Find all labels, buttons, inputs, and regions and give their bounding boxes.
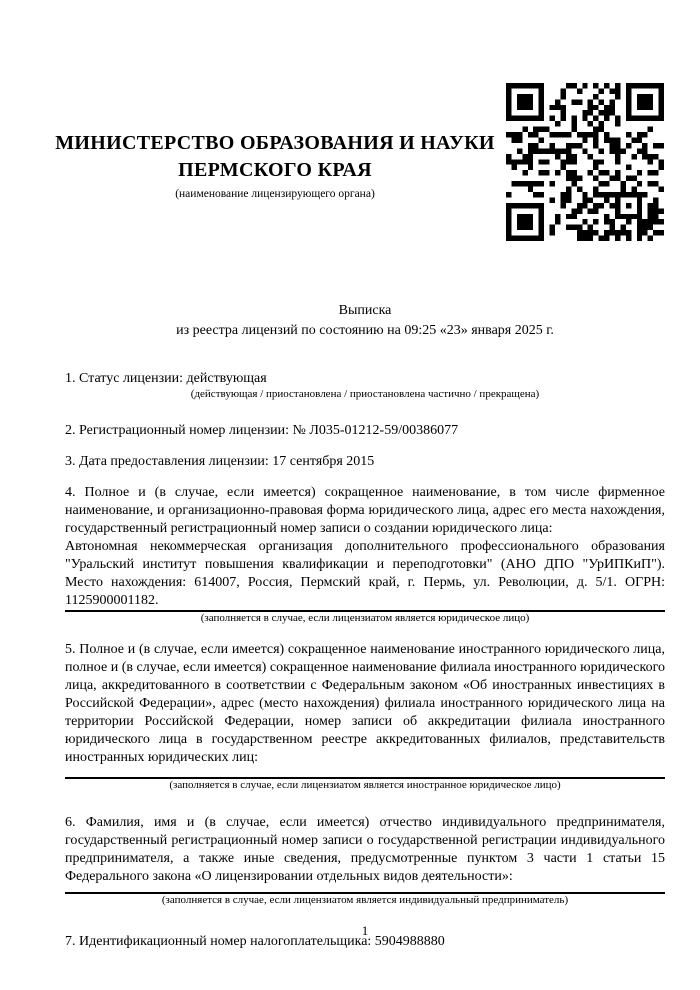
registration-number-text: 2. Регистрационный номер лицензии: № Л035-01212-59/00386077 [65,423,459,438]
item-registration-number [65,422,665,440]
taxpayer-number-text: 7. Идентификационный номер налогоплательщика: 5904988880 [65,934,445,949]
qr-code [505,83,665,241]
item-individual-entrepreneur [65,814,665,907]
legal-entity-value: Автономная некоммерческая организация дополнительного профессионального образования "Уральский институт повышения квалификации и переподготовки" (АНО ДПО "УрИПКиП"). Место нахождения: 614007, Россия, Пермский край, г. Пермь, ул. Революции, д. 5/1. ОГРН: 1125900001182. [65,539,665,608]
ministry-name-caption: (наименование лицензирующего органа) [175,188,375,200]
license-date-text: 3. Дата предоставления лицензии: 17 сентября 2015 [65,454,375,469]
licensing-authority-block [40,130,510,201]
item-license-date [65,453,665,471]
foreign-entity-label: 5. Полное и (в случае, если имеется) сокращенное наименование иностранного юридического лица, полное и (в случае, если имеется) сокращенное наименование филиала иностранного юридического лица, аккредитованного в соответствии с Федеральным законом «Об иностранных инвестициях в Российской Федерации», адрес (место нахождения) филиала иностранного юридического лица на территории Российской Федерации, номер записи об аккредитации филиала иностранного юридического лица в государственном реестре аккредитованных филиалов, представительств иностранных юридических лиц: [65,642,665,765]
individual-entrepreneur-label: 6. Фамилия, имя и (в случае, если имеется) отчество индивидуального предпринимателя, государственный регистрационный номер записи о государственной регистрации индивидуального предпринимателя, а также иные сведения, предусмотренные пунктом 3 части 1 статьи 15 Федерального закона «О лицензировании отдельных видов деятельности»: [65,815,665,884]
license-status-text: 1. Статус лицензии: действующая [65,371,267,386]
item-license-status [65,370,665,401]
item-legal-entity [65,484,665,625]
item-foreign-entity [65,641,665,792]
document-title-line2: из реестра лицензий по состоянию на 09:25 «23» января 2025 г. [176,323,554,338]
ministry-name-line1: МИНИСТЕРСТВО ОБРАЗОВАНИЯ И НАУКИ [55,132,495,154]
license-status-note: (действующая / приостановлена / приостановлена частично / прекращена) [190,388,540,400]
document-title-line1: Выписка [338,303,392,318]
foreign-entity-note: (заполняется в случае, если лицензиатом является иностранное юридическое лицо) [169,779,561,791]
document-body [65,370,665,951]
ministry-name-line2: ПЕРМСКОГО КРАЯ [178,159,372,181]
page-number: 1 [361,923,369,938]
individual-entrepreneur-note: (заполняется в случае, если лицензиатом является индивидуальный предприниматель) [161,894,569,906]
legal-entity-note: (заполняется в случае, если лицензиатом является юридическое лицо) [200,612,530,624]
document-title [65,301,665,341]
legal-entity-label: 4. Полное и (в случае, если имеется) сокращенное наименование, в том числе фирменное наименование, и организационно-правовая форма юридического лица, адрес его места нахождения, государственный регистрационный номер записи о создании юридического лица: [65,485,665,536]
